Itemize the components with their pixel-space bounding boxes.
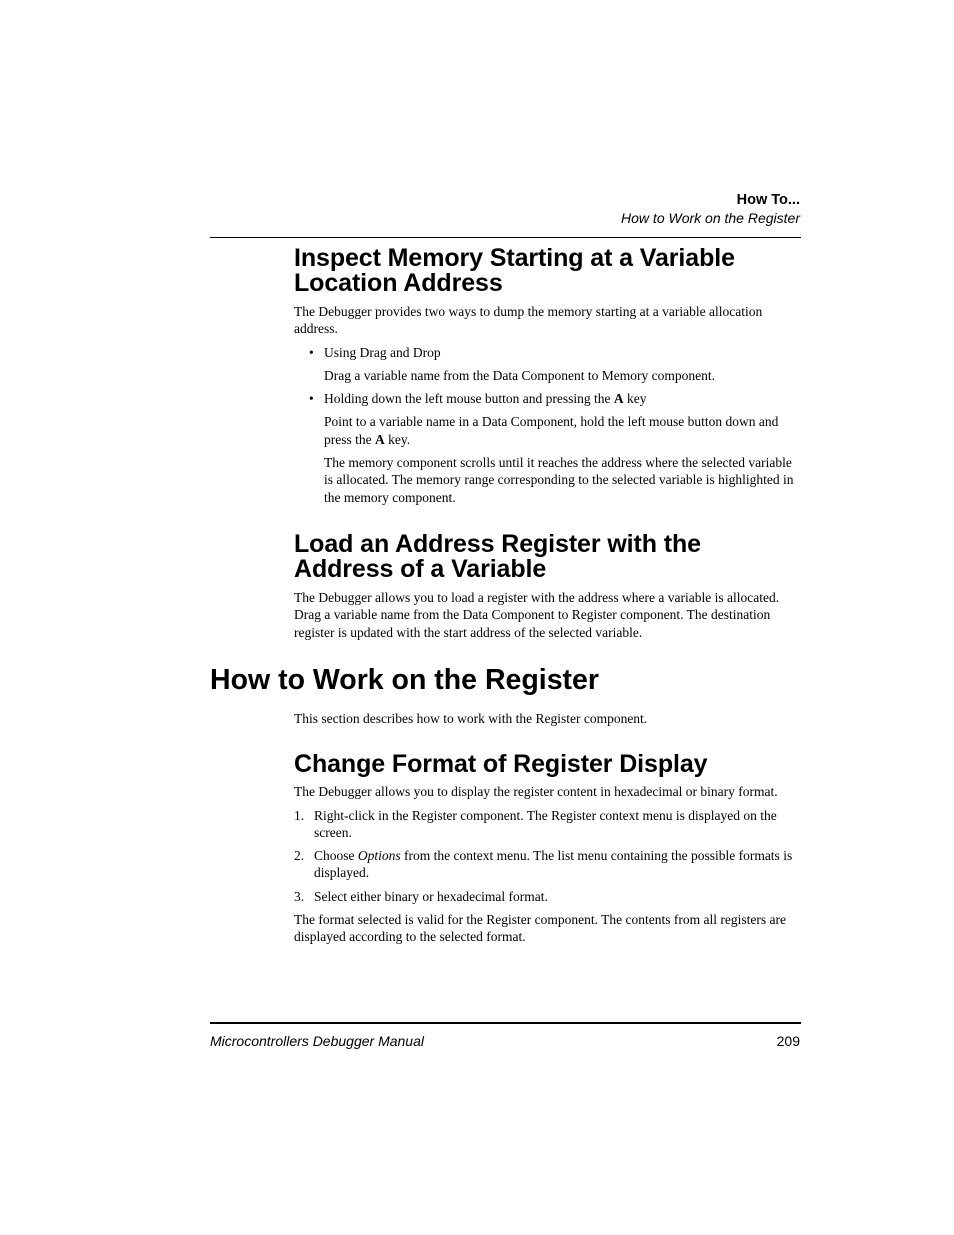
section-heading-inspect-memory: Inspect Memory Starting at a Variable Location Address bbox=[294, 244, 735, 297]
change-format-closing: The format selected is valid for the Register component. The contents from all registers are displayed according to the selected format. bbox=[294, 912, 786, 945]
page-number: 209 bbox=[776, 1033, 800, 1049]
section-heading-load-address: Load an Address Register with the Address of a Variable bbox=[294, 529, 701, 583]
header-rule bbox=[210, 237, 801, 238]
change-format-steps bbox=[294, 807, 800, 905]
list-item: 3. Select either binary or hexadecimal format. bbox=[294, 888, 548, 904]
list-item: • Using Drag and Drop bbox=[309, 344, 441, 360]
inspect-memory-intro: The Debugger provides two ways to dump the memory starting at a variable allocation address. bbox=[294, 304, 763, 337]
content-lower bbox=[294, 710, 800, 952]
main-section-intro: This section describes how to work with the Register component. bbox=[294, 711, 648, 726]
content-upper bbox=[294, 246, 800, 647]
page-title: How to Work on the Register bbox=[210, 664, 599, 696]
bullet-icon: • bbox=[309, 344, 314, 360]
change-format-intro: The Debugger allows you to display the register content in hexadecimal or binary format. bbox=[294, 784, 778, 800]
bullet-icon: • bbox=[309, 391, 314, 407]
running-head-section: How to Work on the Register bbox=[621, 210, 800, 226]
section-heading-change-format: Change Format of Register Display bbox=[294, 750, 708, 779]
list-item: • Holding down the left mouse button and pressing the A key bbox=[309, 391, 647, 407]
footer-rule bbox=[210, 1022, 801, 1024]
running-head-chapter: How To... bbox=[736, 192, 800, 208]
bullet1-detail: Drag a variable name from the Data Component to Memory component. bbox=[324, 367, 716, 383]
list-item: 2. Choose Options from the context menu. The list menu containing the possible formats is displayed. bbox=[294, 848, 793, 881]
load-address-body: The Debugger allows you to load a register with the address where a variable is allocated. Drag a variable name from the Data Component to Register component. The destination register is updated with the start address of the selected variable. bbox=[294, 589, 780, 640]
footer-title: Microcontrollers Debugger Manual bbox=[210, 1033, 424, 1049]
inspect-memory-list bbox=[294, 344, 800, 361]
running-head bbox=[621, 191, 800, 228]
list-item: 1. Right-click in the Register component. The Register context menu is displayed on the screen. bbox=[294, 807, 777, 840]
bullet2-note: The memory component scrolls until it reaches the address where the selected variable is allocated. The memory range corresponding to the selected variable is highlighted in the memory component. bbox=[324, 455, 794, 505]
bullet2-detail: Point to a variable name in a Data Component, hold the left mouse button down and press the A key. bbox=[324, 414, 779, 447]
